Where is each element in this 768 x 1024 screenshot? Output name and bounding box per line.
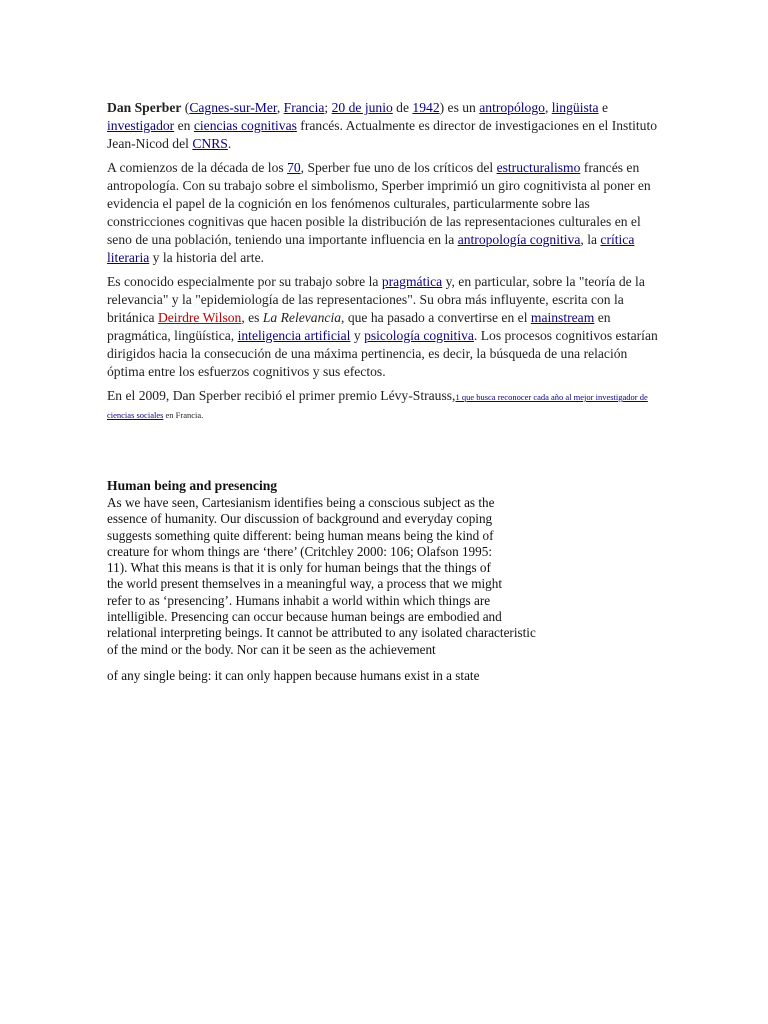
link-inteligencia-artificial[interactable]: inteligencia artificial [237,328,351,343]
link-estructuralismo[interactable]: estructuralismo [496,160,581,175]
paragraph-work: Es conocido especialmente por su trabajo sobre la pragmática y, en particular, sobre la "teoría de la relevancia" y la "epidemiología de las representaciones". Su obra más influyente, escrita con la británica Deirdre Wilson, es La Relevancia, que ha pasado a convertirse en el mainstream en pragmática, lingüística, inteligencia artificial y psicología cognitiva. Los procesos cognitivos estarían dirigidos hacia la consecución de una máxima pertinencia, es decir, la búsqueda de una relación óptima entre los esfuerzos cognitivos y sus efectos. [107,274,658,379]
essay-line: 11). What this means is that it is only for human beings that the things of [107,560,491,576]
essay-line: essence of humanity. Our discussion of background and everyday coping [107,511,493,527]
link-cagnes-sur-mer[interactable]: Cagnes-sur-Mer [189,100,277,115]
link-critica-literaria[interactable]: crítica literaria [107,232,635,265]
link-pragmatica[interactable]: pragmática [381,274,443,289]
link-investigador[interactable]: investigador [107,118,175,133]
award-footnote: 1 que busca reconocer cada año al mejor investigador de ciencias sociales en Francia. [107,392,648,420]
essay-line-last: of any single being: it can only happen because humans exist in a state [107,667,480,683]
link-ciencias-cognitivas[interactable]: ciencias cognitivas [193,118,297,133]
link-ciencias-sociales[interactable]: ciencias sociales [107,410,164,420]
essay-line: the world present themselves in a meaningful way, a process that we might [107,576,503,592]
essay-line: relational interpreting beings. It cannot be attributed to any isolated characteristic [107,625,536,641]
link-deirdre-wilson[interactable]: Deirdre Wilson [157,310,242,325]
essay-line: suggests something quite different: being human means being the kind of [107,527,494,543]
link-mainstream[interactable]: mainstream [530,310,595,325]
essay-section [107,478,567,684]
link-antropologo[interactable]: antropólogo [479,100,545,115]
line-gap [107,658,567,668]
essay-line: As we have seen, Cartesianism identifies being a conscious subject as the [107,495,495,510]
essay-line: refer to as ‘presencing’. Humans inhabit a world within which things are [107,592,491,608]
link-70[interactable]: 70 [287,160,301,175]
book-title: La Relevancia [262,310,342,325]
paragraph-intro: Dan Sperber (Cagnes-sur-Mer, Francia; 20 de junio de 1942) es un antropólogo, lingüista e investigador en ciencias cognitivas francés. Actualmente es director de investigaciones en el Instituto Jean-Nicod del CNRS. [107,100,658,151]
essay-heading: Human being and presencing [107,478,278,493]
link-linguista[interactable]: lingüista [551,100,599,115]
link-footnote-1[interactable]: 1 que busca reconocer cada año al mejor investigador de [455,392,648,402]
essay-line: of the mind or the body. Nor can it be seen as the achievement [107,641,436,657]
link-20-de-junio[interactable]: 20 de junio [331,100,393,115]
link-1942[interactable]: 1942 [412,100,440,115]
link-cnrs[interactable]: CNRS [192,136,228,151]
paragraph-career: A comienzos de la década de los 70, Sperber fue uno de los críticos del estructuralismo francés en antropología. Con su trabajo sobre el simbolismo, Sperber imprimió un giro cognitivista al poner en evidencia el papel de la cognición en los fenómenos culturales, particularmente sobre las constricciones cognitivas que hacen posible la distribución de las representaciones culturales en el seno de una población, teniendo una importante influencia en la antropología cognitiva, la crítica literaria y la historia del arte. [107,160,651,265]
paragraph-award: En el 2009, Dan Sperber recibió el primer premio Lévy-Strauss,1 que busca reconocer cada año al mejor investigador de ciencias sociales en Francia. [107,388,648,420]
essay-line: creature for whom things are ‘there’ (Critchley 2000: 106; Olafson 1995: [107,543,493,559]
wiki-article [107,99,663,429]
link-francia[interactable]: Francia [283,100,325,115]
subject-name: Dan Sperber [107,100,182,115]
link-psicologia-cognitiva[interactable]: psicología cognitiva [364,328,474,343]
link-antropologia-cognitiva[interactable]: antropología cognitiva [457,232,581,247]
essay-line: intelligible. Presencing can occur because human beings are embodied and [107,609,502,625]
